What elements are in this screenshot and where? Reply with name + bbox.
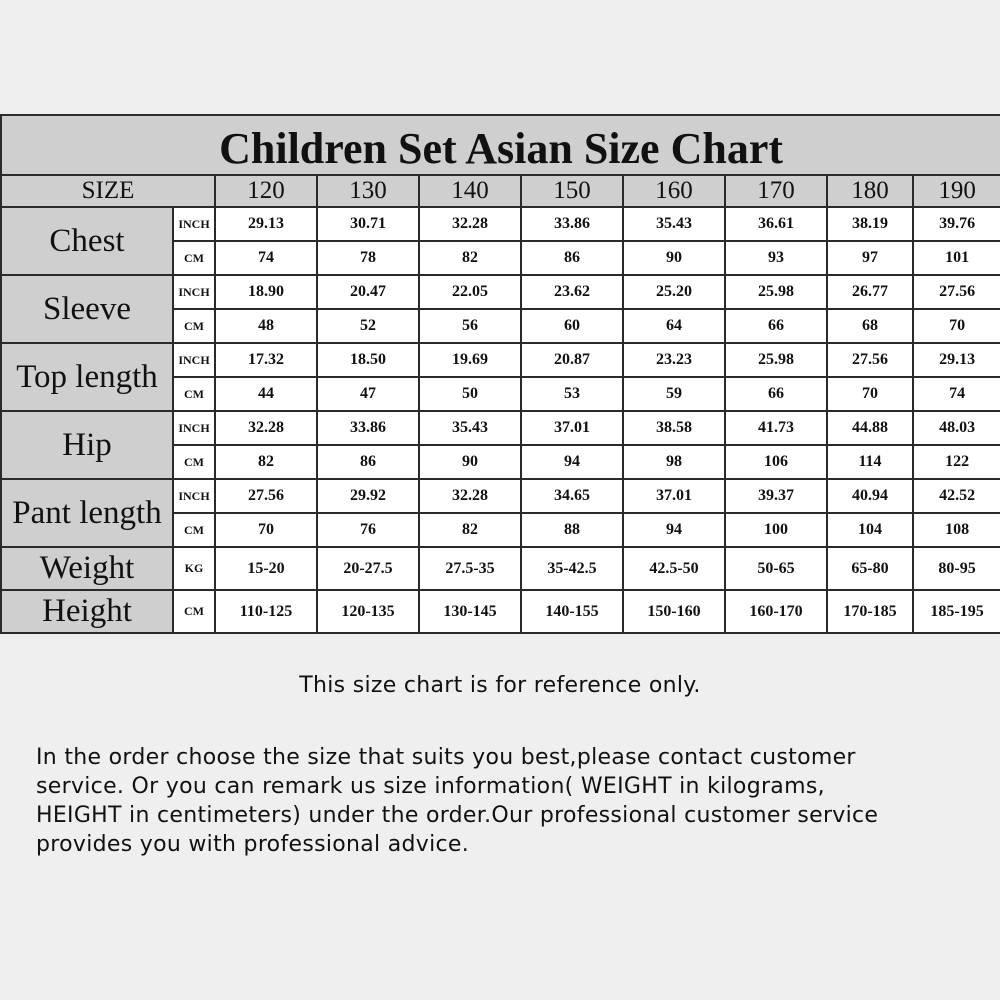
table-cell: 20-27.5 xyxy=(317,547,419,590)
size-header-140: 140 xyxy=(419,175,521,207)
unit-label: CM xyxy=(173,241,215,275)
table-cell: 70 xyxy=(827,377,913,411)
table-cell: 30.71 xyxy=(317,207,419,241)
table-cell: 86 xyxy=(317,445,419,479)
table-cell: 18.90 xyxy=(215,275,317,309)
measurement-label-hip: Hip xyxy=(1,411,173,479)
table-cell: 25.98 xyxy=(725,343,827,377)
measurement-label-height: Height xyxy=(1,590,173,633)
table-cell: 50 xyxy=(419,377,521,411)
table-cell: 93 xyxy=(725,241,827,275)
table-cell: 37.01 xyxy=(623,479,725,513)
size-chart-table xyxy=(0,114,1000,634)
table-cell: 106 xyxy=(725,445,827,479)
table-row xyxy=(1,207,1000,241)
table-cell: 66 xyxy=(725,309,827,343)
table-cell: 108 xyxy=(913,513,1000,547)
table-cell: 66 xyxy=(725,377,827,411)
table-cell: 33.86 xyxy=(317,411,419,445)
reference-note: This size chart is for reference only. xyxy=(299,673,701,698)
table-cell: 88 xyxy=(521,513,623,547)
table-cell: 44 xyxy=(215,377,317,411)
table-cell: 185-195 xyxy=(913,590,1000,633)
table-cell: 32.28 xyxy=(419,207,521,241)
table-cell: 15-20 xyxy=(215,547,317,590)
measurement-label-weight: Weight xyxy=(1,547,173,590)
unit-label: INCH xyxy=(173,411,215,445)
unit-label: CM xyxy=(173,445,215,479)
table-cell: 101 xyxy=(913,241,1000,275)
measurement-label-chest: Chest xyxy=(1,207,173,275)
table-cell: 33.86 xyxy=(521,207,623,241)
table-cell: 65-80 xyxy=(827,547,913,590)
table-cell: 32.28 xyxy=(419,479,521,513)
table-cell: 52 xyxy=(317,309,419,343)
table-cell: 35.43 xyxy=(419,411,521,445)
table-cell: 39.76 xyxy=(913,207,1000,241)
table-cell: 27.56 xyxy=(827,343,913,377)
table-cell: 100 xyxy=(725,513,827,547)
table-cell: 82 xyxy=(215,445,317,479)
size-header-row xyxy=(1,175,1000,207)
unit-label: INCH xyxy=(173,275,215,309)
table-cell: 29.92 xyxy=(317,479,419,513)
size-header-190: 190 xyxy=(913,175,1000,207)
unit-label: CM xyxy=(173,513,215,547)
table-cell: 50-65 xyxy=(725,547,827,590)
size-header-180: 180 xyxy=(827,175,913,207)
table-cell: 86 xyxy=(521,241,623,275)
table-cell: 74 xyxy=(913,377,1000,411)
table-cell: 27.5-35 xyxy=(419,547,521,590)
table-cell: 59 xyxy=(623,377,725,411)
table-cell: 140-155 xyxy=(521,590,623,633)
table-cell: 37.01 xyxy=(521,411,623,445)
table-cell: 130-145 xyxy=(419,590,521,633)
chart-title: Children Set Asian Size Chart xyxy=(1,115,1000,175)
table-cell: 70 xyxy=(913,309,1000,343)
table-cell: 104 xyxy=(827,513,913,547)
table-cell: 23.23 xyxy=(623,343,725,377)
table-cell: 26.77 xyxy=(827,275,913,309)
table-cell: 150-160 xyxy=(623,590,725,633)
size-header-150: 150 xyxy=(521,175,623,207)
table-cell: 25.20 xyxy=(623,275,725,309)
table-cell: 64 xyxy=(623,309,725,343)
table-cell: 39.37 xyxy=(725,479,827,513)
table-cell: 53 xyxy=(521,377,623,411)
table-cell: 44.88 xyxy=(827,411,913,445)
table-cell: 56 xyxy=(419,309,521,343)
table-cell: 82 xyxy=(419,241,521,275)
table-cell: 38.19 xyxy=(827,207,913,241)
unit-label: CM xyxy=(173,309,215,343)
table-cell: 94 xyxy=(521,445,623,479)
size-header-120: 120 xyxy=(215,175,317,207)
table-cell: 18.50 xyxy=(317,343,419,377)
measurement-label-sleeve: Sleeve xyxy=(1,275,173,343)
table-cell: 19.69 xyxy=(419,343,521,377)
table-cell: 27.56 xyxy=(215,479,317,513)
table-cell: 35.43 xyxy=(623,207,725,241)
table-cell: 60 xyxy=(521,309,623,343)
table-cell: 120-135 xyxy=(317,590,419,633)
unit-label: INCH xyxy=(173,343,215,377)
table-row xyxy=(1,411,1000,445)
advice-line: service. Or you can remark us size information( WEIGHT in kilograms, xyxy=(36,774,825,799)
table-cell: 94 xyxy=(623,513,725,547)
table-cell: 34.65 xyxy=(521,479,623,513)
table-cell: 82 xyxy=(419,513,521,547)
table-row xyxy=(1,590,1000,633)
advice-line: HEIGHT in centimeters) under the order.Our professional customer service xyxy=(36,803,879,828)
table-row xyxy=(1,547,1000,590)
table-cell: 90 xyxy=(419,445,521,479)
table-cell: 42.52 xyxy=(913,479,1000,513)
unit-label: INCH xyxy=(173,207,215,241)
unit-label: KG xyxy=(173,547,215,590)
table-cell: 76 xyxy=(317,513,419,547)
table-cell: 27.56 xyxy=(913,275,1000,309)
table-cell: 160-170 xyxy=(725,590,827,633)
table-cell: 25.98 xyxy=(725,275,827,309)
unit-label: CM xyxy=(173,377,215,411)
table-cell: 70 xyxy=(215,513,317,547)
advice-line: provides you with professional advice. xyxy=(36,832,470,857)
table-cell: 78 xyxy=(317,241,419,275)
table-cell: 36.61 xyxy=(725,207,827,241)
table-cell: 110-125 xyxy=(215,590,317,633)
table-cell: 41.73 xyxy=(725,411,827,445)
size-header-160: 160 xyxy=(623,175,725,207)
table-cell: 22.05 xyxy=(419,275,521,309)
table-cell: 17.32 xyxy=(215,343,317,377)
table-cell: 20.47 xyxy=(317,275,419,309)
table-cell: 23.62 xyxy=(521,275,623,309)
table-cell: 90 xyxy=(623,241,725,275)
advice-line: In the order choose the size that suits you best,please contact customer xyxy=(36,745,856,770)
table-cell: 42.5-50 xyxy=(623,547,725,590)
size-header-170: 170 xyxy=(725,175,827,207)
table-cell: 114 xyxy=(827,445,913,479)
table-cell: 29.13 xyxy=(913,343,1000,377)
table-cell: 48 xyxy=(215,309,317,343)
table-row xyxy=(1,343,1000,377)
table-row xyxy=(1,275,1000,309)
table-cell: 80-95 xyxy=(913,547,1000,590)
unit-label: CM xyxy=(173,590,215,633)
table-cell: 68 xyxy=(827,309,913,343)
table-row xyxy=(1,479,1000,513)
measurement-label-top-length: Top length xyxy=(1,343,173,411)
table-cell: 20.87 xyxy=(521,343,623,377)
table-cell: 97 xyxy=(827,241,913,275)
table-cell: 47 xyxy=(317,377,419,411)
table-cell: 98 xyxy=(623,445,725,479)
table-cell: 38.58 xyxy=(623,411,725,445)
size-header-130: 130 xyxy=(317,175,419,207)
measurement-label-pant-length: Pant length xyxy=(1,479,173,547)
table-cell: 35-42.5 xyxy=(521,547,623,590)
size-header-label: SIZE xyxy=(1,175,215,207)
unit-label: INCH xyxy=(173,479,215,513)
table-cell: 74 xyxy=(215,241,317,275)
table-cell: 29.13 xyxy=(215,207,317,241)
table-cell: 170-185 xyxy=(827,590,913,633)
advice-paragraph xyxy=(36,743,986,859)
table-cell: 122 xyxy=(913,445,1000,479)
table-cell: 48.03 xyxy=(913,411,1000,445)
table-cell: 40.94 xyxy=(827,479,913,513)
table-cell: 32.28 xyxy=(215,411,317,445)
